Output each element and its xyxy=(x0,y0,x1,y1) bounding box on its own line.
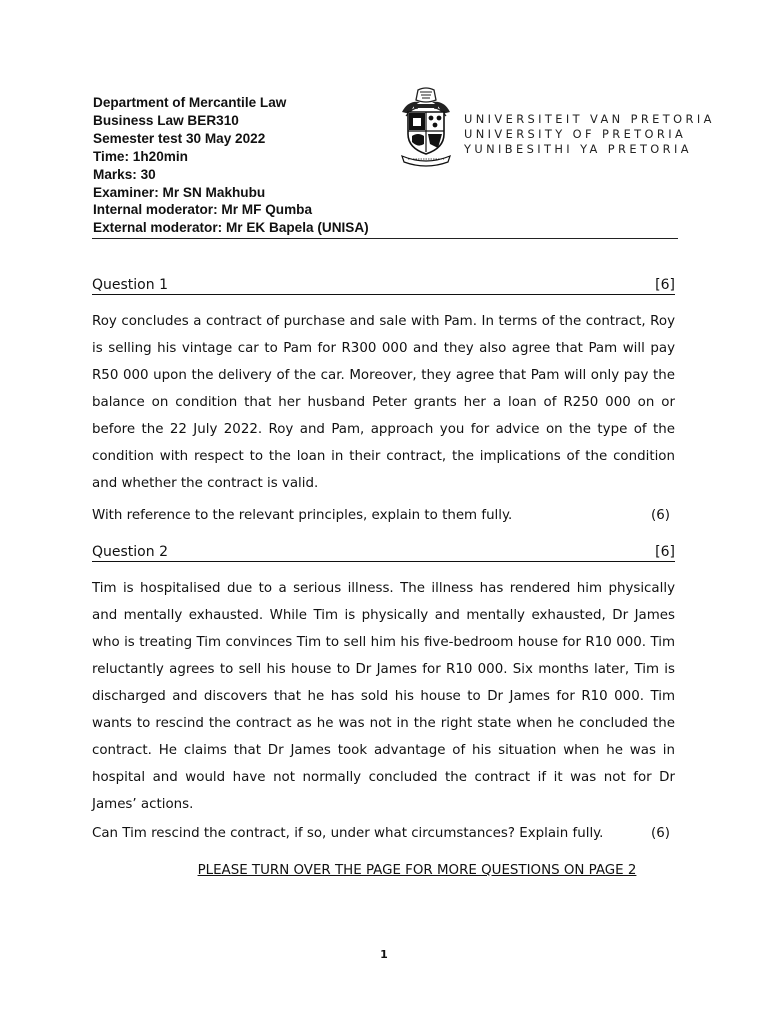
question-2-instruction-marks: (6) xyxy=(651,826,670,841)
turn-over-notice xyxy=(92,862,742,880)
time-line: Time: 1h20min xyxy=(93,148,188,164)
internal-moderator-line: Internal moderator: Mr MF Qumba xyxy=(93,202,313,218)
turn-over-text: PLEASE TURN OVER THE PAGE FOR MORE QUESTIONS ON PAGE 2 xyxy=(197,863,637,878)
examiner-line: Examiner: Mr SN Makhubu xyxy=(93,184,266,200)
question-2-title: Question 2 xyxy=(92,544,168,560)
university-name-english: UNIVERSITY OF PRETORIA xyxy=(464,127,687,141)
marks-line: Marks: 30 xyxy=(93,166,156,182)
university-crest-icon xyxy=(398,86,454,168)
header-divider xyxy=(92,238,678,239)
question-1-instruction-marks: (6) xyxy=(651,508,670,523)
question-1-body: Roy concludes a contract of purchase and sale with Pam. In terms of the contract, Roy is selling his vintage car to Pam for R300 000 and they also agree that Pam will pay R50 000 upon the delivery of the car. Moreover, they agree that Pam will only pay the balance on condition that her husband Peter grants her a loan of R250 000 on or before the 22 July 2022. Roy and Pam, approach you for advice on the type of the condition with respect to the loan in their contract, the implications of the condition and whether the contract is valid. xyxy=(92,314,675,491)
test-date-line: Semester test 30 May 2022 xyxy=(93,130,266,146)
question-1-heading xyxy=(92,274,675,295)
university-names xyxy=(464,112,715,157)
question-1-title: Question 1 xyxy=(92,277,168,293)
question-2-body: Tim is hospitalised due to a serious illness. The illness has rendered him physically and mentally exhausted. While Tim is physically and mentally exhausted, Dr James who is treating Tim convinces Tim to sell him his five-bedroom house for R10 000. Tim reluctantly agrees to sell his house to Dr James for R10 000. Six months later, Tim is discharged and discovers that he has sold his house to Dr James for R10 000. Tim wants to rescind the contract as he was not in the right state when he concluded the contract. He claims that Dr James took advantage of his situation when he was in hospital and would have not normally concluded the contract if it was not for Dr James’ actions. xyxy=(92,581,675,812)
question-2-instruction-text: Can Tim rescind the contract, if so, under what circumstances? Explain fully. xyxy=(92,826,604,841)
page-number: 1 xyxy=(380,948,388,961)
exam-header-info xyxy=(93,94,369,237)
university-name-afrikaans: UNIVERSITEIT VAN PRETORIA xyxy=(464,112,715,126)
question-2-instruction xyxy=(92,824,670,844)
question-2-heading xyxy=(92,541,675,562)
question-1-marks: [6] xyxy=(655,277,675,293)
question-1-instruction-text: With reference to the relevant principles, explain to them fully. xyxy=(92,508,513,523)
university-name-sepedi: YUNIBESITHI YA PRETORIA xyxy=(464,142,692,156)
department-line: Department of Mercantile Law xyxy=(93,95,287,110)
course-line: Business Law BER310 xyxy=(93,112,239,128)
question-2-marks: [6] xyxy=(655,544,675,560)
external-moderator-line: External moderator: Mr EK Bapela (UNISA) xyxy=(93,220,369,236)
question-1-instruction xyxy=(92,506,670,526)
